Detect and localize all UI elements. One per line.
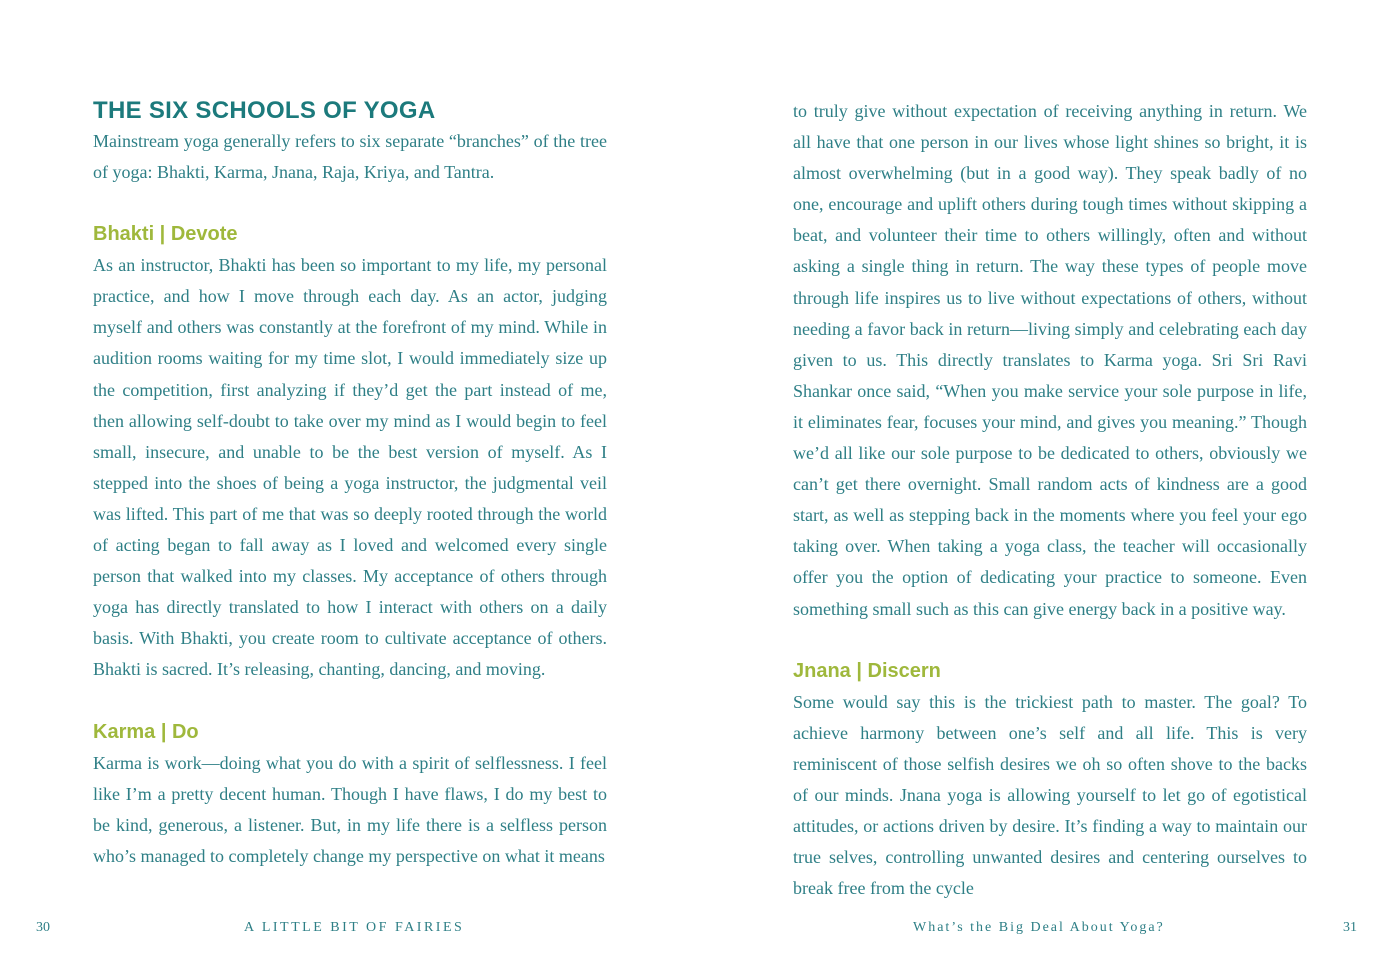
jnana-paragraph: Some would say this is the trickiest path to master. The goal? To achieve harmony between one’s self and all life. This is very reminiscent of those selfish desires we oh so often shove to the backs of our minds. Jnana yoga is allowing yourself to let go of egotistical attitudes, or actions driven by desire. It’s finding a way to maintain our true selves, controlling unwanted desires and centering ourselves to break free from the cycle <box>793 691 1307 899</box>
karma-continued-paragraph: to truly give without expectation of receiving anything in return. We all have that one person in our lives whose light shines so bright, it is almost overwhelming (but in a good way). They speak badly of no one, encourage and uplift others during tough times without skipping a beat, and volunteer their time to others willingly, often and without asking a single thing in return. The way these types of people move through life inspires us to live without expectations of others, without needing a favor back in return—living simply and celebrating each day given to us. This directly translates to Karma yoga. Sri Sri Ravi Shankar once said, “When you make service your sole purpose in life, it eliminates fear, focuses your mind, and gives you meaning.” Though we’d all like our sole purpose to be dedicated to others, obviously we can’t get there overnight. Small random acts of kindness are a good start, as well as stepping back in the moments where you feel your ego taking over. When taking a yoga class, the teacher will occasionally offer you the option of dedicating your practice to someone. Even something small such as this can give energy back in a positive way. <box>793 101 1307 619</box>
section-title: THE SIX SCHOOLS OF YOGA <box>93 97 436 124</box>
page-number-left: 30 <box>36 920 50 935</box>
bhakti-paragraph: As an instructor, Bhakti has been so important to my life, my personal practice, and how I move through each day. As an actor, judging myself and others was constantly at the forefront of my mind. While in audition rooms waiting for my time slot, I would immediately size up the competition, first analyzing if they’d get the part instead of me, then allowing self-doubt to take over my mind as I would begin to feel small, insecure, and unable to be the best version of myself. As I stepped into the shoes of being a yoga instructor, the judgmental veil was lifted. This part of me that was so deeply rooted through the world of acting began to fall away as I loved and welcomed every single person that walked into my classes. My acceptance of others through yoga has directly translated to how I interact with others on a daily basis. With Bhakti, you create room to cultivate acceptance of others. Bhakti is sacred. It’s releasing, chanting, dancing, and moving. <box>93 255 607 680</box>
running-head-right: What’s the Big Deal About Yoga? <box>913 920 1165 935</box>
jnana-heading: Jnana | Discern <box>793 659 941 682</box>
bhakti-heading: Bhakti | Devote <box>93 223 238 246</box>
karma-heading: Karma | Do <box>93 720 199 743</box>
right-page <box>700 0 1400 980</box>
karma-paragraph: Karma is work—doing what you do with a spirit of selflessness. I feel like I’m a pretty decent human. Though I have flaws, I do my best to be kind, generous, a listener. But, in my life there is a selfless person who’s managed to completely change my perspective on what it means <box>93 752 607 866</box>
intro-paragraph: Mainstream yoga generally refers to six separate “branches” of the tree of yoga: Bhakti, Karma, Jnana, Raja, Kriya, and Tantra. <box>93 131 607 183</box>
running-head-left: A LITTLE BIT OF FAIRIES <box>244 920 465 935</box>
page-number-right: 31 <box>1343 920 1357 935</box>
right-column <box>793 96 1307 904</box>
left-column <box>93 96 607 872</box>
